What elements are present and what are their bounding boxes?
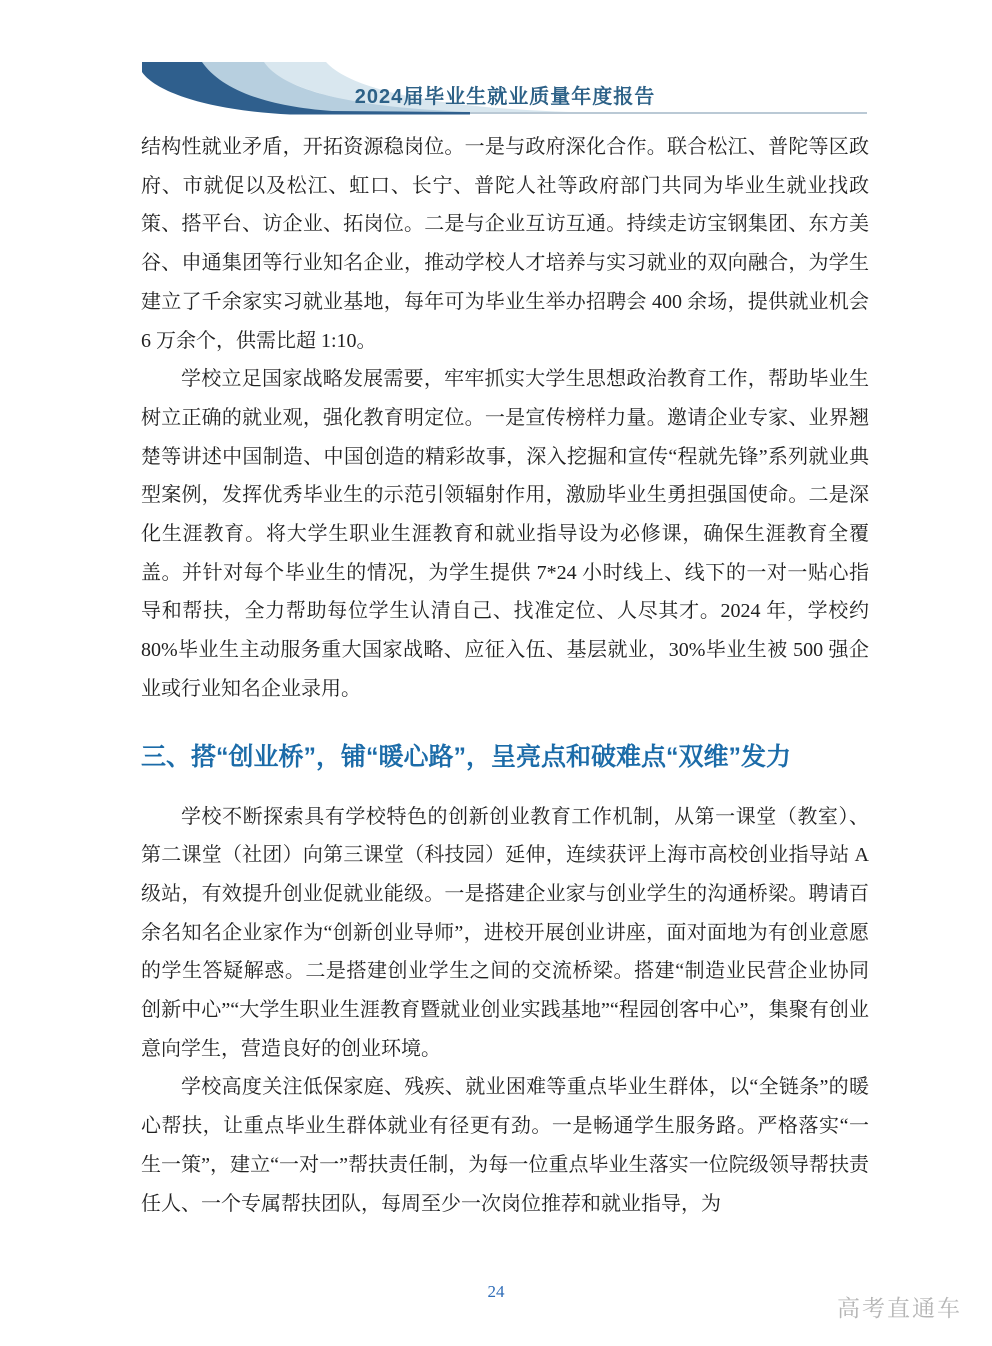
page-number: 24 bbox=[487, 1282, 505, 1301]
watermark-label: 高考直通车 bbox=[837, 1295, 962, 1321]
report-header-title: 2024届毕业生就业质量年度报告 bbox=[354, 86, 656, 108]
document-body bbox=[141, 128, 869, 1223]
paragraph: 学校不断探索具有学校特色的创新创业教育工作机制，从第一课堂（教室）、第二课堂（社团）向第三课堂（科技园）延伸，连续获评上海市高校创业指导站 A 级站，有效提升创业促就业能级。一是搭建企业家与创业学生的沟通桥梁。聘请百余名知名企业家作为“创新创业导师”，进校开展创业讲座，面对面地为有创业意愿的学生答疑解惑。二是搭建创业学生之间的交流桥梁。搭建“制造业民营企业协同创新中心”“大学生职业生涯教育暨就业创业实践基地”“程园创客中心”，集聚有创业意向学生，营造良好的创业环境。 bbox=[141, 805, 869, 1060]
paragraph: 学校立足国家战略发展需要，牢牢抓实大学生思想政治教育工作，帮助毕业生树立正确的就业观，强化教育明定位。一是宣传榜样力量。邀请企业专家、业界翘楚等讲述中国制造、中国创造的精彩故事，深入挖掘和宣传“程就先锋”系列就业典型案例，发挥优秀毕业生的示范引领辐射作用，激励毕业生勇担强国使命。二是深化生涯教育。将大学生职业生涯教育和就业指导设为必修课，确保生涯教育全覆盖。并针对每个毕业生的情况，为学生提供 7*24 小时线上、线下的一对一贴心指导和帮扶，全力帮助每位学生认清自己、找准定位、人尽其才。2024 年，学校约 80%毕业生主动服务重大国家战略、应征入伍、基层就业，30%毕业生被 500 强企业或行业知名企业录用。 bbox=[141, 368, 869, 700]
page-header bbox=[140, 62, 870, 120]
section-heading: 三、搭“创业桥”，铺“暖心路”，呈亮点和破难点“双维”发力 bbox=[141, 742, 792, 771]
paragraph: 学校高度关注低保家庭、残疾、就业困难等重点毕业生群体，以“全链条”的暖心帮扶，让重点毕业生群体就业有径更有劲。一是畅通学生服务路。严格落实“一生一策”，建立“一对一”帮扶责任制，为每一位重点毕业生落实一位院级领导帮扶责任人、一个专属帮扶团队，每周至少一次岗位推荐和就业指导，为 bbox=[141, 1076, 869, 1215]
paragraph-continuation: 结构性就业矛盾，开拓资源稳岗位。一是与政府深化合作。联合松江、普陀等区政府、市就促以及松江、虹口、长宁、普陀人社等政府部门共同为毕业生就业找政策、搭平台、访企业、拓岗位。二是与企业互访互通。持续走访宝钢集团、东方美谷、申通集团等行业知名企业，推动学校人才培养与实习就业的双向融合，为学生建立了千余家实习就业基地，每年可为毕业生举办招聘会 400 余场，提供就业机会 6 万余个，供需比超 1:10。 bbox=[141, 136, 869, 352]
